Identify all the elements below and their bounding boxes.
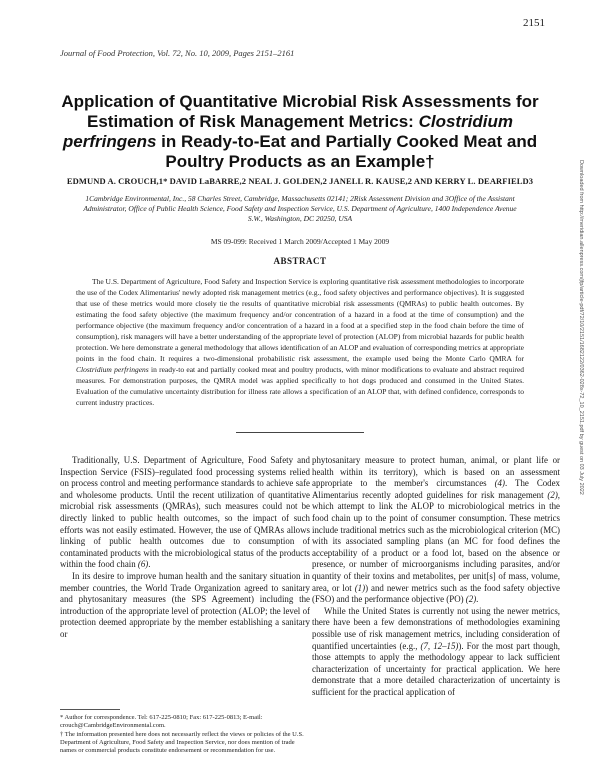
paragraph-text: ) and newer metrics such as the food safety objective (FSO) and the performance objective (PO) <box>312 582 560 605</box>
paragraph: In its desire to improve human health and the sanitary situation in member countries, the World Trade Organization agreed to sanitary and phytosanitary measures (the SPS Agreement) including the introduction of the appropriate level of protection (ALOP; the level of protection deemed appropriate by the member establishing a sanitary or <box>60 570 310 639</box>
abstract-organism: Clostridium perfringens <box>76 365 149 374</box>
paragraph <box>60 455 310 571</box>
body-column-right <box>312 455 560 698</box>
paragraph-text: , which attempt to link the ALOP to microbiological metrics in the food chain up to the point of consumer consumption. These metrics include traditional metrics such as the microbiological criterion (MC) with its associated sampling plans (an MC for food defines the acceptability of a product or a food lot, based on the absence or presence, or number of microorganisms including parasites, and/or quantity of their toxins and metabolites, per unit[s] of mass, volume, area, or lot <box>312 489 560 593</box>
citation: (7, 12–15) <box>420 640 459 651</box>
citation: (4) <box>494 478 505 489</box>
abstract-text-2: in ready-to eat and partially cooked meat and poultry products, with minor modifications to evaluate and abstract required measures. For demonstration purposes, the QMRA model was applied specifically to hot dogs produced and consumed in the United States. Evaluation of the cumulative uncertainty distribution for illness rate allows a specification of an ALOP that, with defined confidence, corresponds to current industry practices. <box>76 365 524 407</box>
footnote-author: * Author for correspondence. Tel: 617-225-0810; Fax: 617-225-0813; E-mail: crouch@CambridgeEnvironmental.com. <box>60 714 263 730</box>
paragraph-text: ). For the most part though, those attempts to apply the methodology appear to lack sufficient characterization of uncertainty for practical application. We here demonstrate that a more detailed characterization of uncertainty is sufficient for the practical application of <box>312 640 560 697</box>
abstract-heading: ABSTRACT <box>273 256 327 266</box>
paragraph-text: . <box>148 559 151 570</box>
download-watermark: Downloaded from http://meridian.allenpress.com/jfp/article-pdf/72/10/2151/1682122/0362-028x-72_10_2151.pdf by guest on 03 July 2022 <box>578 160 584 495</box>
page-number: 2151 <box>523 17 545 29</box>
paragraph-text: . <box>476 594 479 605</box>
paragraph-text: While the United States is currently not using the newer metrics, there have been a few demonstrations of methodologies examining possible use of risk management metrics, including consideration of quantified uncertainties (e.g., <box>312 605 560 651</box>
footnote-divider <box>60 709 120 710</box>
citation: (1) <box>354 582 366 593</box>
title-organism: Clostridium perfringens <box>62 112 514 151</box>
paragraph-text: . The Codex Alimentarius recently adopted guidelines for risk management <box>312 478 560 500</box>
affiliations: 1Cambridge Environmental, Inc., 58 Charles Street, Cambridge, Massachusetts 02141; 2Risk Assessment Division and 3Office of the Assistant Administrator, Office of Public Health Science, Food Safety and Inspection Service, U.S. Department of Agriculture, 1400 Independence Avenue S.W., Washington, DC 20250, USA <box>83 194 517 223</box>
paragraph-text: phytosanitary measure to protect human, animal, or plant life or health within its territory), which is based on an assessment appropriate to the member's circumstances <box>312 455 560 489</box>
journal-citation: Journal of Food Protection, Vol. 72, No. 10, 2009, Pages 2151–2161 <box>60 48 295 58</box>
body-column-left <box>60 455 310 641</box>
title-part-1: Application of Quantitative Microbial Risk Assessments for Estimation of Risk Management Metrics: <box>61 92 539 131</box>
title-part-2: in Ready-to-Eat and Partially Cooked Meat and Poultry Products as an Example† <box>156 132 538 171</box>
paragraph <box>312 606 560 699</box>
paragraph-text: Traditionally, U.S. Department of Agriculture, Food Safety and Inspection Service (FSIS)–regulated food processing systems relied on process control and meeting performance standards to achieve safe and wholesome products. Until the recent utilization of quantitative microbial risk assessments (QMRAs), such measures could not be directly linked to public health outcomes, so the impact of such efforts was not easily estimated. However, the use of QMRAs allows linking of public health outcomes due to consumption of contaminated products with the microbiological status of the products within the food chain <box>60 455 310 570</box>
citation: (2) <box>465 594 477 605</box>
abstract-body <box>76 276 524 408</box>
section-divider <box>236 432 364 433</box>
footnotes <box>60 714 310 755</box>
author-list: EDMUND A. CROUCH,1* DAVID LaBARRE,2 NEAL J. GOLDEN,2 JANELL R. KAUSE,2 AND KERRY L. DEARFIELD3 <box>66 176 534 186</box>
manuscript-info: MS 09-099: Received 1 March 2009/Accepted 1 May 2009 <box>210 237 390 246</box>
footnote-disclaimer: † The information presented here does not necessarily reflect the views or policies of the U.S. Department of Agriculture, Food Safety and Inspection Service, nor does mention of trade names or commercial products constitute endorsement or recommendation for use. <box>60 730 304 755</box>
citation: (6) <box>137 559 149 570</box>
paper-title <box>45 92 555 172</box>
abstract-text-1: The U.S. Department of Agriculture, Food Safety and Inspection Service is exploring quantitative risk assessment methodologies to incorporate the use of the Codex Alimentarius' newly adopted risk management metrics (e.g., food safety objectives and performance objectives). It is suggested that use of these metrics would more closely tie the results of quantitative microbial risk assessments (QMRAs) to public health outcomes. By estimating the food safety objective (the maximum frequency and/or concentration of a hazard in a food at the time of consumption) and the performance objective (the maximum frequency and/or concentration of a hazard in a food at a specified step in the food chain before the time of consumption), risk managers will have a better understanding of the appropriate level of protection (ALOP) from microbial hazards for public health protection. We here demonstrate a general methodology that allows identification of an ALOP and evaluation of corresponding metrics at appropriate points in the food chain. It requires a two-dimensional probabilistic risk assessment, the example used being the Monte Carlo QMRA for <box>76 277 525 363</box>
paragraph <box>312 455 560 606</box>
citation: (2) <box>547 489 558 500</box>
